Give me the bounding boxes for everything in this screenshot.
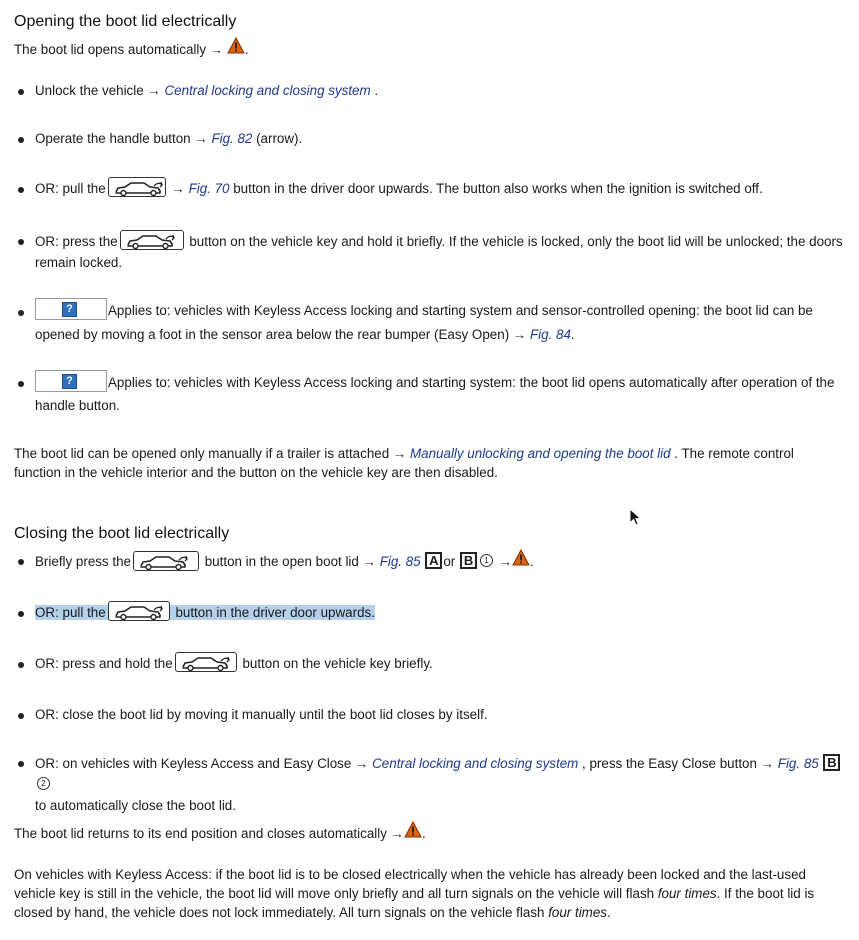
circled-number: 1 xyxy=(480,554,493,567)
list-item-text: OR: on vehicles with Keyless Access and Easy Close → xyxy=(35,756,373,771)
list-bullet xyxy=(18,713,24,719)
list-item-easy-open xyxy=(35,299,843,347)
letter-a-label: A xyxy=(425,552,442,569)
list-item-text: Unlock the vehicle → xyxy=(35,83,165,98)
list-bullet xyxy=(18,89,24,95)
list-item-text: OR: pull the xyxy=(35,605,106,620)
list-item-easy-close xyxy=(35,753,843,816)
help-icon-box[interactable] xyxy=(35,370,107,392)
list-item-handle xyxy=(35,129,843,149)
link-fig-85[interactable]: Fig. 85 xyxy=(379,554,421,570)
list-item-text: Briefly press the xyxy=(35,554,132,570)
paragraph-text: The boot lid returns to its end position and closes automatically → xyxy=(14,826,405,842)
list-bullet xyxy=(18,137,24,143)
help-icon: ? xyxy=(62,374,77,389)
opening-intro xyxy=(14,39,842,62)
list-item-text: OR: press the xyxy=(35,234,118,249)
list-item-text: . xyxy=(570,327,575,342)
list-item-text: , press the Easy Close button → xyxy=(578,756,778,771)
boot-lid-button-icon xyxy=(133,551,199,571)
boot-lid-key-button-icon xyxy=(175,652,237,672)
opening-intro-end: . xyxy=(244,42,249,58)
link-fig-82[interactable]: Fig. 82 xyxy=(211,131,253,146)
letter-b-label: B xyxy=(823,754,840,771)
paragraph-text: . If the boot lid is closed by hand, the vehicle does not lock immediately. All turn signals on the vehicle flash xyxy=(14,886,815,920)
list-item-text: . xyxy=(370,83,379,98)
returns-paragraph xyxy=(14,823,842,846)
help-icon: ? xyxy=(62,302,77,317)
list-bullet xyxy=(18,761,24,767)
list-item-pull-driver-door-close xyxy=(35,603,843,623)
emphasis-text: four times xyxy=(548,905,607,920)
section-title-closing: Closing the boot lid electrically xyxy=(14,525,230,542)
section-title-opening: Opening the boot lid electrically xyxy=(14,13,237,30)
link-fig-70[interactable]: Fig. 70 xyxy=(188,181,230,196)
list-item-text: OR: close the boot lid by moving it manually until the boot lid closes by itself. xyxy=(35,707,488,722)
list-item-text: OR: press and hold the xyxy=(35,656,173,671)
list-item-text: → xyxy=(495,554,513,570)
list-item-press-hold-key xyxy=(35,654,843,674)
link-central-locking[interactable]: Central locking and closing system xyxy=(372,756,579,771)
boot-lid-button-icon xyxy=(108,601,170,621)
list-bullet xyxy=(18,187,24,193)
list-bullet xyxy=(18,559,24,565)
list-item-text: Operate the handle button → xyxy=(35,131,212,146)
list-bullet xyxy=(18,310,24,316)
help-icon-box[interactable] xyxy=(35,298,107,320)
list-item-text: Applies to: vehicles with Keyless Access locking and starting system: the boot lid opens automatically after operation of the handle button. xyxy=(35,375,835,414)
list-item-text: button in the driver door upwards. The button also works when the ignition is switched off. xyxy=(229,181,763,196)
mouse-cursor-icon xyxy=(629,508,643,528)
warning-icon[interactable] xyxy=(404,821,422,844)
link-manual-unlock[interactable]: Manually unlocking and opening the boot lid xyxy=(410,446,671,461)
list-item-pull-driver-door xyxy=(35,179,843,199)
list-bullet xyxy=(18,381,24,387)
selected-text[interactable] xyxy=(35,605,375,620)
list-item-text: to automatically close the boot lid. xyxy=(35,798,236,813)
circled-number: 2 xyxy=(37,777,50,790)
list-item-keyless-handle xyxy=(35,371,843,417)
list-item-unlock xyxy=(35,81,843,101)
list-item-text: button on the vehicle key and hold it briefly. If the vehicle is locked, only the boot lid will be unlocked; the doors remain locked. xyxy=(35,234,843,271)
boot-lid-button-icon xyxy=(108,177,166,197)
list-item-text: (arrow). xyxy=(252,131,303,146)
link-central-locking[interactable]: Central locking and closing system xyxy=(164,83,371,98)
list-item-text: button in the driver door upwards. xyxy=(171,605,375,620)
list-bullet xyxy=(18,239,24,245)
list-item-text: Applies to: vehicles with Keyless Access locking and starting system and sensor-controlled opening: the boot lid can be opened by moving a foot in the sensor area below the rear bumper (Easy Open) → xyxy=(35,303,813,342)
link-fig-84[interactable]: Fig. 84 xyxy=(529,327,571,342)
letter-b-label: B xyxy=(460,552,477,569)
trailer-paragraph xyxy=(14,444,842,482)
list-item-text: OR: pull the xyxy=(35,181,106,196)
list-bullet xyxy=(18,611,24,617)
list-item-close-manually xyxy=(35,705,843,725)
warning-icon[interactable] xyxy=(512,549,530,572)
paragraph-text: . xyxy=(606,905,611,920)
list-bullet xyxy=(18,662,24,668)
boot-lid-key-button-icon xyxy=(120,230,184,250)
list-item-press-key xyxy=(35,231,843,273)
paragraph-text: . xyxy=(422,826,426,842)
paragraph-text: . The remote control function in the vehicle interior and the button on the vehicle key are then disabled. xyxy=(14,446,794,480)
paragraph-text: The boot lid can be opened only manually if a trailer is attached → xyxy=(14,446,410,461)
warning-icon[interactable] xyxy=(227,37,245,60)
list-item-text: button in the open boot lid → xyxy=(201,554,380,570)
list-item-text: or xyxy=(443,554,456,570)
emphasis-text: four times xyxy=(657,886,717,901)
keyless-paragraph xyxy=(14,865,842,922)
list-item-press-boot-lid-button: Briefly press the button in the open boot lid → Fig. 85 A or B 1 → . xyxy=(35,551,843,574)
link-fig-85[interactable]: Fig. 85 xyxy=(777,756,819,771)
list-item-text: button on the vehicle key briefly. xyxy=(238,656,433,671)
paragraph-text: On vehicles with Keyless Access: if the boot lid is to be closed electrically when the vehicle has already been locked and the last-used vehicle key is still in the vehicle, the boot lid will move only briefly and all turn signals on the vehicle will flash xyxy=(14,867,806,901)
opening-intro-text: The boot lid opens automatically → xyxy=(14,42,224,58)
list-item-text: → xyxy=(167,181,189,196)
